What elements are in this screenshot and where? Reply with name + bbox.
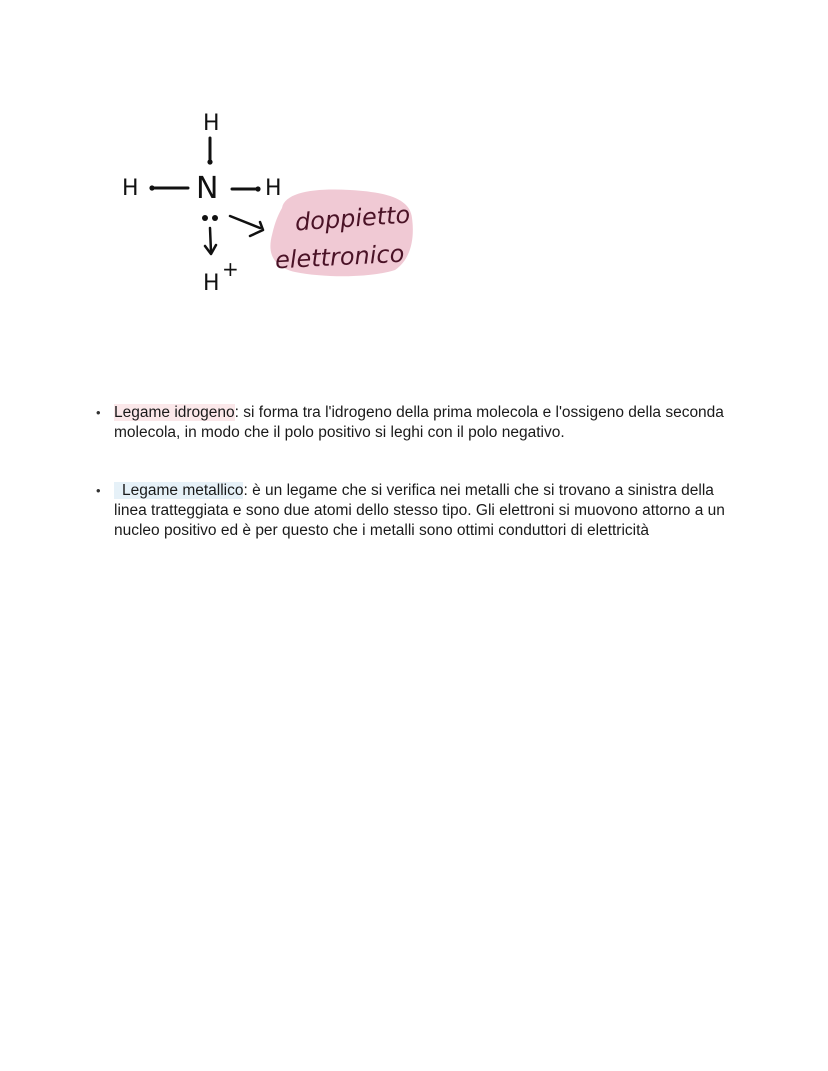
lewis-structure-drawing bbox=[110, 100, 430, 300]
bullet-icon: • bbox=[96, 405, 101, 420]
atom-top: H bbox=[203, 111, 220, 136]
list-item-metallic-bond bbox=[92, 481, 732, 541]
bullet-icon: • bbox=[96, 483, 101, 498]
term-hydrogen-bond: Legame idrogeno bbox=[114, 404, 235, 421]
annotation-line1: doppietto bbox=[294, 200, 412, 237]
atom-center: N bbox=[196, 171, 219, 206]
atom-right: H bbox=[265, 176, 282, 201]
ammonia-diagram bbox=[110, 100, 430, 300]
bond-types-list bbox=[92, 403, 732, 541]
definition-metallic-bond: : è un legame che si verifica nei metalli che si trovano a sinistra della linea tratteggiata e sono due atomi dello stesso tipo. Gli elettroni si muovono attorno a un nucleo positivo ed è per questo che i metalli sono ottimi conduttori di elettricità bbox=[114, 482, 725, 539]
atom-bottom: H bbox=[203, 271, 220, 296]
list-item-hydrogen-bond bbox=[92, 403, 732, 443]
definition-hydrogen-bond: : si forma tra l'idrogeno della prima molecola e l'ossigeno della seconda molecola, in modo che il polo positivo si leghi con il polo negativo. bbox=[114, 404, 724, 441]
term-metallic-bond: Legame metallico bbox=[114, 482, 243, 499]
charge-plus: + bbox=[222, 257, 239, 281]
atom-left: H bbox=[122, 176, 139, 201]
annotation-line2: elettronico bbox=[274, 239, 405, 275]
